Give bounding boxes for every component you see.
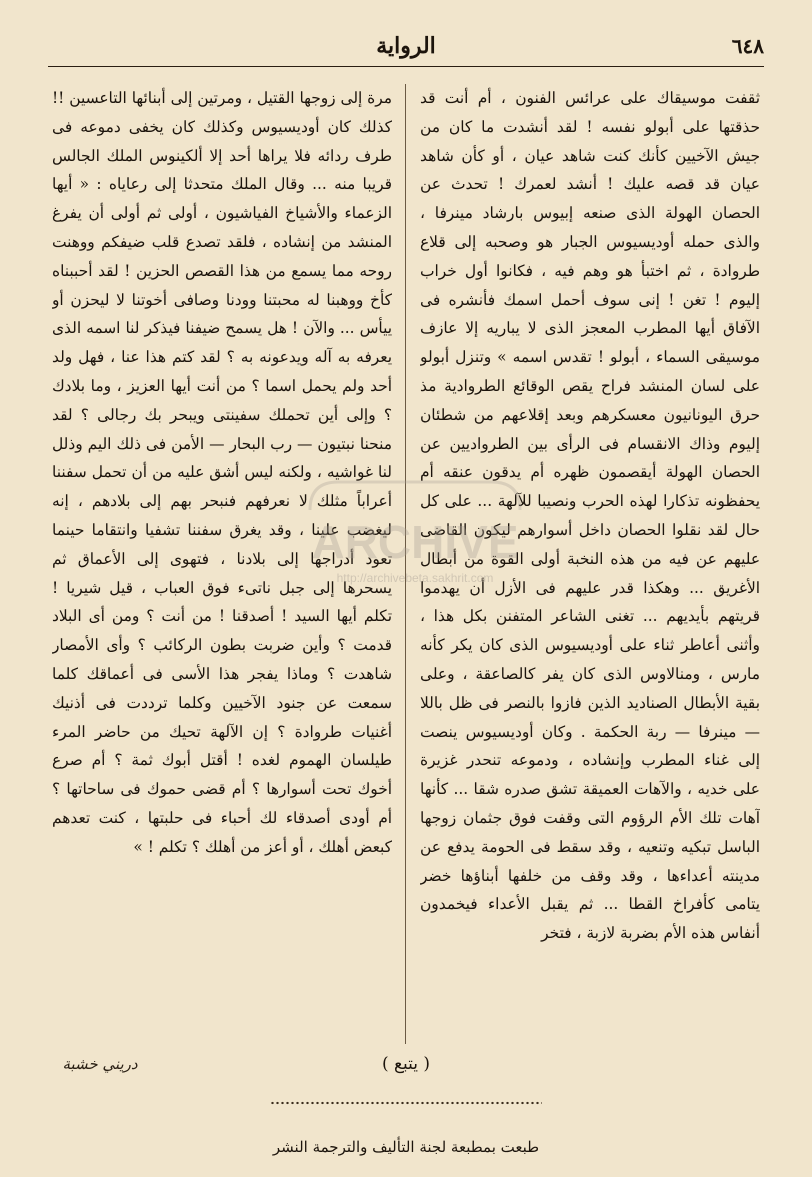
left-column xyxy=(52,84,392,1044)
page-number: ٦٤٨ xyxy=(731,34,764,58)
continued-note: ( يتبع ) xyxy=(381,1054,431,1074)
printer-credit: طبعت بمطبعة لجنة التأليف والترجمة النشر xyxy=(272,1138,540,1156)
text-columns xyxy=(52,84,760,1044)
right-column xyxy=(420,84,760,1044)
column-divider xyxy=(405,84,406,1044)
footer-row xyxy=(60,1044,752,1084)
running-title: الرواية xyxy=(376,33,436,59)
right-column-text: ثقفت موسيقاك على عرائس الفنون ، أم أنت قد حذقتها على أبولو نفسه ! لقد أنشدت ما كان من جيش الآخيين كأنك كنت شاهد عيان ، أو كأن شاهد عيان قد قصه عليك ! أنشد لعمرك ! تحدث عن الحصان الهولة الذى صنعه إبيوس بارشاد مينرفا ، والذى حمله أوديسيوس الجبار هو وصحبه إلى قلاع طروادة ، ثم اختبأ هو وهم فيه ، فكانوا أول خراب إليوم ! تغن ! إنى سوف أحمل اسمك فأنشره فى الآفاق أيها المطرب المعجز الذى لا يباريه إلا عازف موسيقى السماء ، أبولو ! تقدس اسمه » وتنزل أبولو على لسان المنشد فراح يقص الوقائع الطروادية مذ حرق اليونانيون معسكرهم وبعد إقلاعهم من شطئان إليوم وذاك الانقسام فى الرأى بين الطرواديين عن الحصان الهولة أيقصمون ظهره أم يدقون عنقه أم يحفظونه تذكارا لهذه الحرب ونصيبا للآلهة ... على كل حال لقد نقلوا الحصان داخل أسوارهم ليكون القاضى عليهم عن فيه من هذه النخبة أولى القوة من أبطال الأغريق ... وهكذا قدر عليهم فى الأزل أن يهدموا قريتهم بأيديهم ... تغنى الشاعر المتفنن بكل هذا ، وأثنى أعاطر ثناء على أوديسيوس الذى كان يكر كأنه مارس ، ومنالاوس الذى كان يفر كالصاعقة ، وعلى بقية الأبطال الصناديد الذين فازوا بالنصر فى ظل باللا — مينرفا — ربة الحكمة . وكان أوديسيوس ينصت إلى غناء المطرب وإنشاده ، ودموعه تنحدر غزيرة على خديه ، والآهات العميقة تشق صدره شقا ... كأنها آهات تلك الأم الرؤوم التى وقفت فوق جثمان زوجها الباسل تبكيه وتنعيه ، وقد سقط فى الحومة يدفع عن مدينته أعداءها ، وقد وقف من خلفها أبناؤها خضر يتامى كأفراخ القطا ... ثم يقبل الأعداء فيخمدون أنفاس هذه الأم بضربة لازبة ، فتخر xyxy=(420,89,760,943)
header-rule xyxy=(48,66,764,67)
watermark-text: ARCHIVE xyxy=(311,516,519,568)
watermark-url: http://archivebeta.sakhrit.com xyxy=(336,571,494,585)
author-signature: دريني خشبة xyxy=(62,1055,138,1073)
page-header xyxy=(48,28,764,64)
left-column-text: مرة إلى زوجها القتيل ، ومرتين إلى أبنائها التاعسين !! كذلك كان أوديسيوس وكذلك كان يخفى دموعه فى طرف ردائه فلا يراها أحد إلا ألكينوس الملك الجالس قريبا منه ... وقال الملك متحدثا إلى رعاياه : « أيها الزعماء والأشياخ الفياشيون ، أولى ثم أولى أن يفرغ المنشد من إنشاده ، فلقد تصدع قلب ضيفكم ووهنت روحه مما يسمع من هذا القصص الحزين ! لقد أحببناه كأخ ووهبنا له محبتنا وودنا وصافى أخوتنا لا ليحزن أو ييأس ... والآن ! هل يسمح ضيفنا فيذكر لنا اسمه الذى يعرفه به آله ويدعونه به ؟ لقد كتم هذا عنا ، فهل ولد أحد ولم يحمل اسما ؟ من أنت أيها العزيز ، وما بلادك ؟ وإلى أين تحملك سفينتى ويبحر بك رجالى ؟ لقد منحنا نبتيون — رب البحار — الأمن فى ذلك اليم وذلل لنا غواشيه ، ولكنه ليس أشق عليه من أن تحمل سفننا أعراباً مثلك لا نعرفهم فنبحر بهم إلى بلادهم ، إنه ليغضب علينا ، وقد يغرق سفننا تشفيا وانتقاما حينما تعود أدراجها إلى بلادنا ، فتهوى إلى الأعماق ثم يسحرها إلى جبل ناتىء فوق العباب ، قيل شيريا ! تكلم أيها السيد ! أصدقنا ! من أنت ؟ ومن أى البلاد قدمت ؟ وأين ضربت بطون الركائب ؟ وأى الأمصار شاهدت ؟ وماذا يفجر هذا الأسى فى أعماقك كلما سمعت عن جنود الآخيين وكلما ترددت فى أذنيك أغنيات طروادة ؟ إن الآلهة تحيك من حاضر المرء طيلسان الهموم لغده ! أقتل أبوك ثمة ؟ أم صرع أخوك تحت أسوارها ؟ أم قضى حموك فى ساحاتها ؟ أم أودى أصدقاء لك أحباء فى حلبتها ، كنت تعدهم كبعض أهلك ، أو أعز من أهلك ؟ تكلم ! » xyxy=(52,89,392,856)
footer-dotted-rule xyxy=(270,1100,542,1106)
